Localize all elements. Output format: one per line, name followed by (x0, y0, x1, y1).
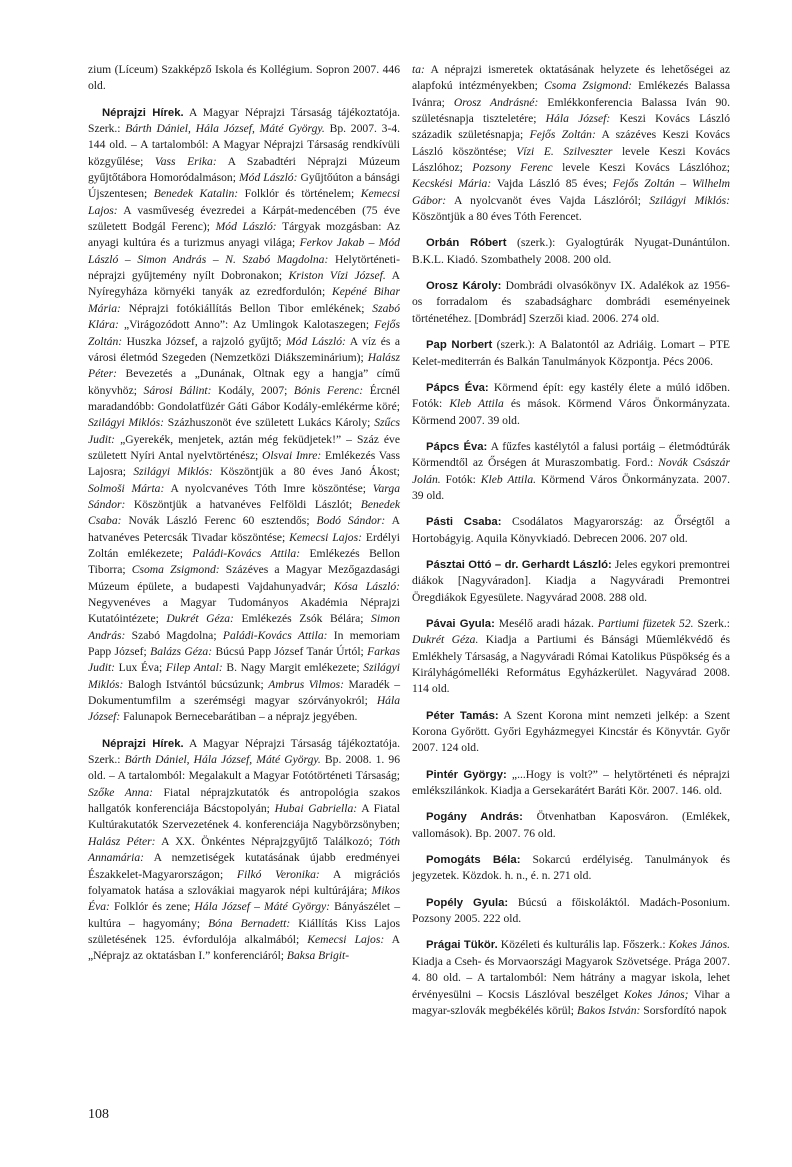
entry-italic-text: Bóna Bernadett: (208, 916, 291, 930)
entry-text: Csodálatos Magyarország: az Őrségtől a Hortobágyig. Aquila Könyvkiadó. Debrecen 2006. 207 old. (412, 515, 730, 545)
entry-italic-text: Kemecsi Lajos: (307, 932, 385, 946)
entry-author: Pápcs Éva: (426, 381, 489, 394)
bibliography-entry (412, 767, 730, 800)
entry-author: Pomogáts Béla: (426, 854, 521, 867)
bibliography-entry (412, 852, 730, 885)
entry-text: Folklór és történelem; (238, 187, 361, 201)
bibliography-entry (412, 235, 730, 268)
entry-text: Erdélyi Zoltán emlékezete; (88, 530, 401, 560)
entry-text: Bevezetés a „Dunának, Oltnak egy a hangja” című könyvhöz; (88, 367, 400, 397)
entry-italic-text: Ambrus Vilmos: (268, 677, 345, 691)
bibliography-entry (412, 337, 730, 370)
entry-italic-text: Bakos István: (576, 1003, 641, 1017)
entry-text: Néprajzi fotókiállítás Bellon Tibor emlékének; (120, 301, 373, 315)
entry-text: Bp. 2007. 3-4. 144 old. – A tartalomból: A Magyar Néprajzi Társaság rendkívüli közgyűlése; (88, 122, 401, 168)
entry-text: Helytörténeti-néprajzi gyűjtemény nyílt Dobronakon; (88, 252, 400, 283)
entry-italic-text: Kósa László: (333, 579, 400, 593)
entry-text: Körmend épít: egy kastély élete a múló időben. Fotók: (412, 380, 730, 411)
entry-text: Szerk.: (693, 616, 730, 630)
entry-text: A Szent Korona mint nemzeti jelkép: a Szent Korona Győrött. Győri Egyházmegyei Kincstár és Könyvtár. Győr 2007. 124 old. (412, 708, 730, 755)
entry-text: és mások. Körmend Város Önkormányzata. Körmend 2007. 39 old. (412, 397, 730, 427)
entry-italic-text: Solmoši Márta: (88, 481, 165, 495)
entry-text: A Magyar Néprajzi Társaság tájékoztatója. Szerk.: (88, 105, 400, 136)
entry-text: Jeles egykori premontrei diákok [Nagyváradon]. Kiadja a Nagyváradi Premontrei Öregdiákok Egyesülete. Nagyvárad 2008. 288 old. (412, 557, 730, 604)
entry-italic-text: Tóth Annamária: (88, 834, 401, 865)
entry-author: Pásztai Ottó – dr. Gerhardt László: (426, 558, 612, 571)
entry-italic-text: Olsvai Imre: (261, 448, 322, 462)
entry-italic-text: Simon András: (88, 612, 401, 642)
entry-italic-text: Vass Erika: (154, 154, 217, 168)
entry-text: Búcsú Papp József Tanár Úrtól; (212, 645, 368, 659)
entry-text: „Virágozódott Anno”: Az Umlingok Kalotaszegen; (118, 318, 375, 332)
entry-italic-text: Benedek Csaba: (88, 497, 400, 528)
entry-author: Néprajzi Hírek. (102, 737, 184, 750)
entry-italic-text: Bárth Dániel, Hála József, Máté György. (124, 753, 321, 767)
bibliography-entry (412, 895, 730, 928)
entry-text: A Fiatal Kultúrakutatók Szervezetének 4. konferenciája Nagybörzsönyben; (88, 802, 401, 832)
entry-text: Emlékezés Vass Lajosra; (88, 448, 400, 479)
bibliography-entry (412, 557, 730, 606)
entry-italic-text: Halász Péter: (88, 350, 400, 381)
entry-italic-text: Halász Péter: (88, 834, 156, 848)
entry-text: Emlékezés Bellon Tiborra; (88, 546, 400, 577)
entry-italic-text: Benedek Katalin: (153, 187, 239, 201)
entry-italic-text: Fejős Zoltán: (88, 318, 400, 348)
entry-text: B. Nagy Margit emlékezete; (222, 661, 364, 675)
entry-text: Fotók: (440, 472, 481, 486)
entry-text: A nyolcvanöt éves Vajda Lászlóról; (446, 193, 650, 207)
entry-italic-text: Hála József – Máté György: (194, 900, 331, 914)
entry-italic-text: Kepéné Bihar Mária: (88, 285, 400, 315)
entry-italic-text: Szilágyi Miklós: (88, 416, 164, 430)
entry-text: Közéleti és kulturális lap. Főszerk.: (497, 938, 669, 952)
entry-text: A Nyíregyháza környéki tanyák az ezredfordulón; (88, 269, 400, 299)
entry-italic-text: Kemecsi Lajos: (88, 187, 400, 217)
entry-text: Fiatal néprajzkutatók és antropológia szakos hallgatók konferenciája Bácstopolyán; (88, 785, 400, 816)
entry-italic-text: Filkó Veronika: (236, 867, 320, 881)
entry-italic-text: Kemecsi Lajos: (289, 530, 362, 544)
entry-text: Mesélő aradi házak. (494, 616, 598, 630)
bibliography-entry (412, 439, 730, 504)
bibliography-entry (412, 380, 730, 429)
entry-text: Vihar a magyar-szlovák megbékélés körül; (412, 987, 730, 1017)
entry-italic-text: Hála József: (545, 112, 611, 126)
bibliography-entry (412, 708, 730, 757)
entry-italic-text: Baksa Brigit- (286, 949, 350, 963)
entry-text: Novák László Ferenc 60 esztendős; (121, 514, 317, 528)
entry-italic-text: Hubai Gabriella: (274, 802, 358, 816)
entry-italic-text: Bónis Ferenc: (293, 383, 364, 397)
entry-italic-text: Kleb Attila. (480, 472, 537, 486)
entry-author: Popély Gyula: (426, 896, 509, 909)
entry-text: Szabó Magdolna; (125, 628, 223, 642)
entry-italic-text: Bárth Dániel, Hála József, Máté György. (125, 122, 325, 136)
entry-author: Pogány András: (426, 811, 523, 824)
entry-text: Kodály, 2007; (211, 383, 294, 397)
entry-italic-text: Paládi-Kovács Attila: (192, 546, 301, 560)
entry-text: Vajda László 85 éves; (491, 177, 613, 191)
entry-text: Negyvenéves a Magyar Tudományos Akadémia Néprajzi Kutatóintézete; (88, 596, 400, 626)
entry-italic-text: Mód László: (215, 220, 277, 234)
entry-italic-text: Mikos Éva: (88, 883, 400, 914)
entry-text: Kiadja a Partiumi és Bánsági Műemlékvédő és Emlékhely Társaság, a Nagyváradi Római Katolikus Püspökség és a Királyhágómelléki Református Egyházkerület. Nagyvárad 2008. 114 old. (412, 633, 730, 696)
entry-italic-text: Pozsony Ferenc (472, 161, 553, 175)
entry-text: Köszöntjük a 80 éves Tóth Ferencet. (412, 210, 582, 224)
bibliography-entry (412, 809, 730, 842)
entry-text: Százhuszonöt éve született Lukács Károly; (163, 416, 375, 430)
entry-author: Prágai Tükör. (426, 939, 498, 952)
bibliography-entry (88, 62, 400, 95)
entry-italic-text: Csoma Zsigmond: (131, 563, 220, 577)
entry-author: Pásti Csaba: (426, 516, 502, 529)
entry-text: Búcsú a főiskoláktól. Madách-Posonium. Pozsony 2005. 222 old. (412, 895, 730, 926)
left-column (88, 62, 400, 975)
entry-text: A „Néprajz az oktatásban I.” konferenciáról; (88, 932, 401, 963)
entry-italic-text: ta: (412, 63, 425, 76)
entry-text: zium (Líceum) Szakképző Iskola és Kollégium. Sopron 2007. 446 old. (88, 63, 400, 93)
entry-text: levele Keszi Kovács Lászlóhoz; (412, 144, 730, 175)
entry-text: (szerk.): A Balatontól az Adriáig. Lomart – PTE Kelet-mediterrán és Balkán Tanulmányok Központja. Pécs 2006. (412, 338, 731, 368)
entry-text: „Gyerekék, menjetek, aztán még feküdjetek!” – Száz éve született Nyíri Antal nyelvtörténész; (88, 432, 400, 462)
entry-author: Pintér György: (426, 768, 507, 781)
entry-italic-text: Csoma Zsigmond: (544, 79, 633, 93)
entry-italic-text: Szilágyi Miklós: (133, 465, 213, 479)
entry-text: Tárgyak mozgásban: Az anyagi kultúra és a turizmus anyagi világa; (88, 220, 400, 250)
bibliography-entry (412, 937, 730, 1019)
entry-text: Falunapok Bernecebarátiban – a néprajz jegyében. (120, 710, 358, 724)
entry-italic-text: Fejős Zoltán: (529, 128, 596, 142)
entry-author: Pávai Gyula: (426, 617, 495, 630)
right-column (412, 62, 730, 1029)
entry-text: A Szabadtéri Néprajzi Múzeum gyűjtőtábora Homoródalmáson; (88, 154, 400, 185)
entry-text: A XX. Önkéntes Néprajzgyűjtő Találkozó; (155, 834, 379, 848)
entry-text: Ötvenhatban Kaposváron. (Emlékek, vallomások). Bp. 2007. 76 old. (412, 810, 730, 840)
bibliography-entry (412, 62, 730, 225)
entry-italic-text: Kleb Attila (449, 397, 504, 411)
entry-italic-text: Mód László: (239, 171, 298, 185)
entry-italic-text: Dukrét Géza: (166, 612, 234, 626)
entry-italic-text: Sárosi Bálint: (143, 383, 212, 397)
entry-text: „...Hogy is volt?” – helytörténeti és néprajzi emlékszilánkok. Kiadja a Gersekarátért Baráti Kör. 2007. 146. old. (412, 767, 730, 798)
entry-text: Lux Éva; (115, 661, 166, 675)
entry-italic-text: Hála József: (88, 694, 400, 724)
entry-author: Pap Norbert (426, 339, 493, 352)
entry-text: Gyűjtőúton a bánsági Újszentesen; (88, 171, 400, 201)
entry-italic-text: Filep Antal: (165, 661, 223, 675)
entry-italic-text: Farkas Judit: (88, 645, 400, 675)
entry-text: A hatvanéves Petercsák Tivadar köszöntése; (88, 514, 400, 544)
entry-text: Huszka József, a rajzoló gyűjtő; (122, 334, 287, 348)
entry-author: Orosz Károly: (426, 280, 502, 293)
entry-text: Sokarcú erdélyiség. Tanulmányok és jegyzetek. Közdok. h. n., é. n. 271 old. (412, 853, 730, 883)
bibliography-entry (412, 514, 730, 547)
entry-text: Kiadja a Cseh- és Morvaországi Magyarok Szövetsége. Prága 2007. 4. 80 old. – A tartalomból: Nem hátrány a magyar iskola, lehet érvényesülni – Kocsis Lászlóval beszélget (412, 954, 730, 1001)
entry-text: A vasműveség évezredei a Kárpát-medencében (75 éve született Bodgál Ferenc); (88, 203, 400, 234)
entry-text: Százéves a Magyar Mezőgazdasági Múzeum épülete, a budapesti Vajdahunyadvár; (88, 563, 400, 593)
entry-italic-text: Paládi-Kovács Attila: (222, 628, 328, 642)
entry-italic-text: Kriston Vízi József. (288, 269, 386, 283)
entry-text: Bp. 2008. 1. 96 old. – A tartalomból: Megalakult a Magyar Fotótörténeti Társaság; (88, 753, 400, 783)
entry-text: A nyolcvanéves Tóth Imre köszöntése; (164, 481, 373, 495)
entry-text: Dombrádi olvasókönyv IX. Adalékok az 1956-os forradalom és szabadságharc dombrádi eseményeinek történetéhez. [Dombrád] Szerzői kiad. 2006. 274 old. (412, 279, 731, 325)
entry-text: Emlékezés Zsók Bélára; (233, 612, 372, 626)
entry-italic-text: Varga Sándor: (88, 481, 400, 511)
entry-text: Sorsfordító napok (640, 1003, 727, 1017)
entry-italic-text: Vízi E. Szilveszter (516, 144, 613, 158)
entry-text: (szerk.): Gyalogtúrák Nyugat-Dunántúlon. B.K.L. Kiadó. Szombathely 2008. 200 old. (412, 236, 730, 266)
entry-author: Orbán Róbert (426, 237, 507, 250)
entry-italic-text: Balázs Géza: (150, 645, 213, 659)
entry-text: Maradék – Dokumentumfilm a szerémségi magyar szórványokról; (88, 677, 400, 708)
entry-italic-text: Kokes János; (623, 987, 689, 1001)
entry-author: Pápcs Éva: (426, 440, 488, 453)
entry-text: Ércnél maradandóbb: Gondolatfüzér Gáti Gábor Kodály-emlékérme köré; (88, 383, 400, 413)
entry-italic-text: Szilágyi Miklós: (649, 193, 730, 207)
entry-italic-text: Bodó Sándor: (316, 514, 386, 528)
entry-italic-text: Orosz Andrásné: (453, 95, 539, 109)
entry-italic-text: Kokes János. (668, 938, 730, 952)
bibliography-entry (412, 278, 730, 327)
entry-text: Körmend Város Önkormányzata. 2007. 39 old. (412, 472, 731, 502)
entry-italic-text: Novák Császár Jolán. (412, 456, 730, 486)
entry-text: levele Keszi Kovács Lászlóhoz; (552, 161, 730, 175)
entry-italic-text: Fejős Zoltán – Wilhelm Gábor: (412, 177, 730, 207)
entry-italic-text: Szabó Klára: (88, 301, 400, 332)
entry-author: Péter Tamás: (426, 709, 499, 722)
entry-text: In memoriam Papp József; (88, 628, 400, 659)
entry-text: A víz és a városi életmód Szegeden (Nemzetközi Diákszeminárium); (88, 334, 400, 364)
entry-text: A Magyar Néprajzi Társaság tájékoztatója. Szerk.: (88, 736, 400, 767)
entry-text: Kiállítás Kiss Lajos születésének 125. évfordulója alkalmából; (88, 916, 400, 946)
entry-author: Néprajzi Hírek. (102, 106, 184, 119)
entry-text: A fűzfes kastélytól a falusi portáig – életmódtúrák Körmendtől az Őrségen át Muraszombatig. Ford.: (412, 439, 730, 470)
entry-text: Bányászélet – kultúra – hagyomány; (88, 900, 400, 930)
bibliography-entry (88, 736, 400, 965)
entry-text: A nemzetiségek kutatásának újabb eredményei Északkelet-Magyarországon; (88, 851, 400, 881)
entry-text: Köszöntjük a hatvanéves Felföldi Lászlót; (125, 497, 361, 511)
bibliography-entry (88, 105, 400, 726)
entry-text: A néprajzi ismeretek oktatásának helyzete és lehetőségei az alapfokú intézményekben; (412, 63, 730, 93)
page-number: 108 (88, 1107, 109, 1122)
entry-italic-text: Szőke Anna: (88, 785, 154, 799)
entry-text: Emlékkonferencia Balassa Iván 90. születésnapja tiszteletére; (412, 95, 730, 126)
entry-text: Emlékezés Balassa Ivánra; (412, 79, 730, 109)
entry-italic-text: Szűcs Judit: (88, 416, 400, 446)
entry-italic-text: Dukrét Géza. (412, 633, 479, 647)
entry-italic-text: Partiumi füzetek 52. (597, 616, 694, 630)
entry-italic-text: Szilágyi Miklós: (88, 661, 401, 691)
entry-text: Balogh Istvántól búcsúzunk; (123, 677, 269, 691)
entry-italic-text: Kecskési Mária: (412, 177, 492, 191)
entry-text: Keszi Kovács László századik születésnapja; (412, 112, 730, 142)
entry-italic-text: Ferkov Jakab – Mód László – Simon András – N. Szabó Magdolna: (88, 236, 400, 266)
bibliography-entry (412, 616, 730, 698)
entry-italic-text: Mód László: (286, 334, 346, 348)
entry-text: Folklór és zene; (109, 900, 195, 914)
entry-text: Köszöntjük a 80 éves Janó Ákost; (212, 465, 400, 479)
entry-text: A migrációs folyamatok hatása a szlovákiai magyarok népi kultúrájára; (88, 867, 400, 897)
entry-text: A százéves Keszi Kovács László köszöntése; (412, 128, 730, 158)
